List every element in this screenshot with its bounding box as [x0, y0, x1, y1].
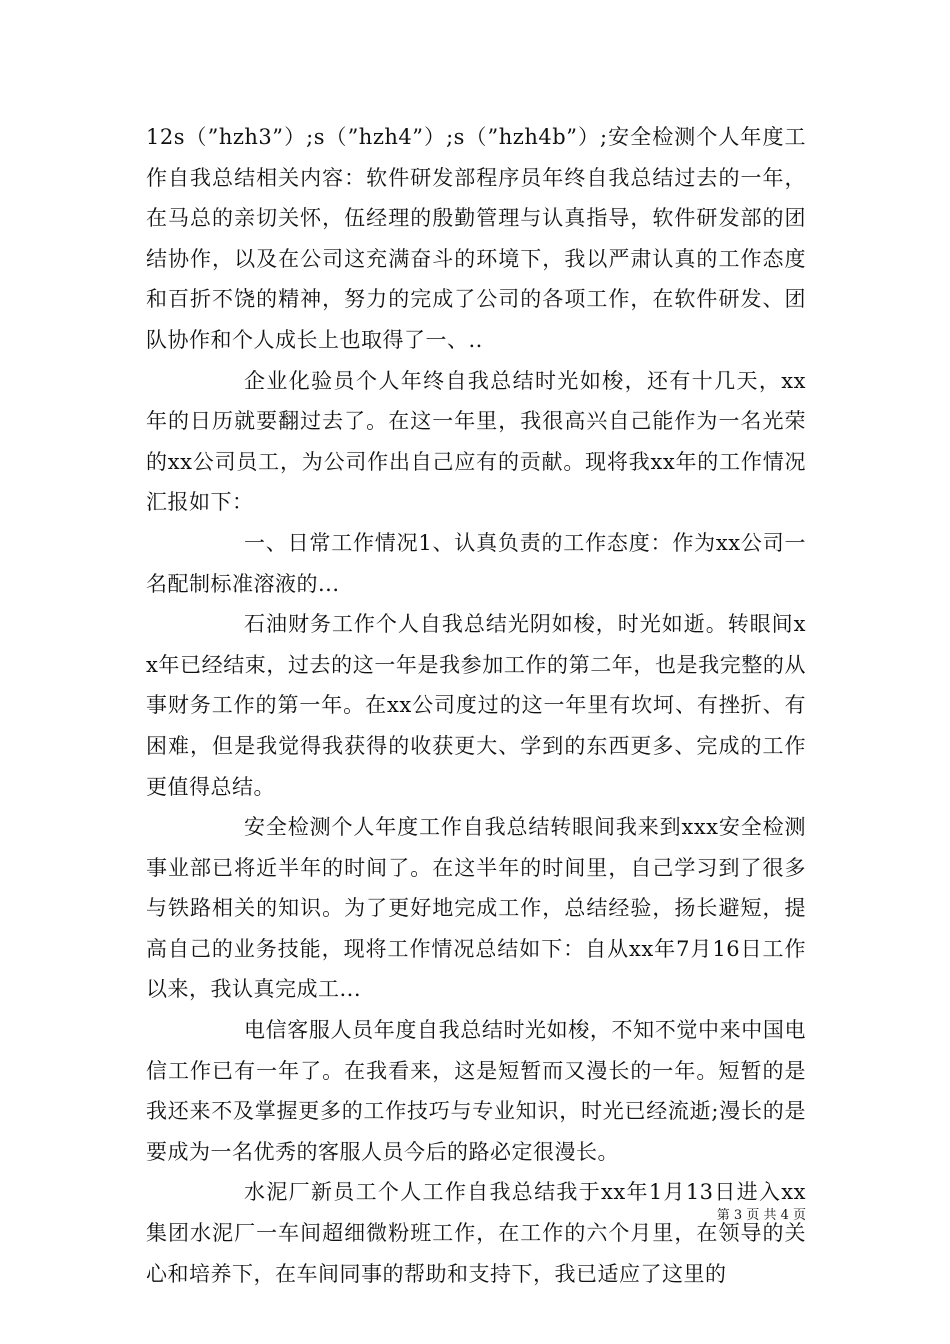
paragraph: 安全检测个人年度工作自我总结转眼间我来到xxx安全检测事业部已将近半年的时间了。在这半年的时间里，自己学习到了很多与铁路相关的知识。为了更好地完成工作，总结经验，扬长避短，提高自己的业务技能，现将工作情况总结如下：自从xx年7月16日工作以来，我认真完成工... [146, 815, 806, 1002]
paragraph: 水泥厂新员工个人工作自我总结我于xx年1月13日进入xx集团水泥厂一车间超细微粉班工作，在工作的六个月里，在领导的关心和培养下，在车间同事的帮助和支持下，我已适应了这里的 [146, 1180, 806, 1286]
paragraph: 石油财务工作个人自我总结光阴如梭，时光如逝。转眼间xx年已经结束，过去的这一年是我参加工作的第二年，也是我完整的从事财务工作的第一年。在xx公司度过的这一年里有坎坷、有挫折、有困难，但是我觉得我获得的收获更大、学到的东西更多、完成的工作更值得总结。 [146, 612, 806, 799]
paragraph: 企业化验员个人年终自我总结时光如梭，还有十几天，xx年的日历就要翻过去了。在这一年里，我很高兴自己能作为一名光荣的xx公司员工，为公司作出自己应有的贡献。现将我xx年的工作情况汇报如下： [146, 368, 806, 515]
paragraph: 12s（”hzh3”）;s（”hzh4”）;s（”hzh4b”）;安全检测个人年度工作自我总结相关内容：软件研发部程序员年终自我总结过去的一年，在马总的亲切关怀，伍经理的殷勤管理与认真指导，软件研发部的团结协作，以及在公司这充满奋斗的环境下，我以严肃认真的工作态度和百折不饶的精神，努力的完成了公司的各项工作，在软件研发、团队协作和个人成长上也取得了一、.. [146, 125, 806, 352]
paragraph: 一、日常工作情况1、认真负责的工作态度：作为xx公司一名配制标准溶液的... [146, 530, 806, 596]
document-body [146, 117, 806, 1294]
paragraph: 电信客服人员年度自我总结时光如梭，不知不觉中来中国电信工作已有一年了。在我看来，这是短暂而又漫长的一年。短暂的是我还来不及掌握更多的工作技巧与专业知识，时光已经流逝;漫长的是要成为一名优秀的客服人员今后的路必定很漫长。 [146, 1018, 806, 1164]
page-number-footer: 第 3 页 共 4 页 [716, 1208, 806, 1223]
